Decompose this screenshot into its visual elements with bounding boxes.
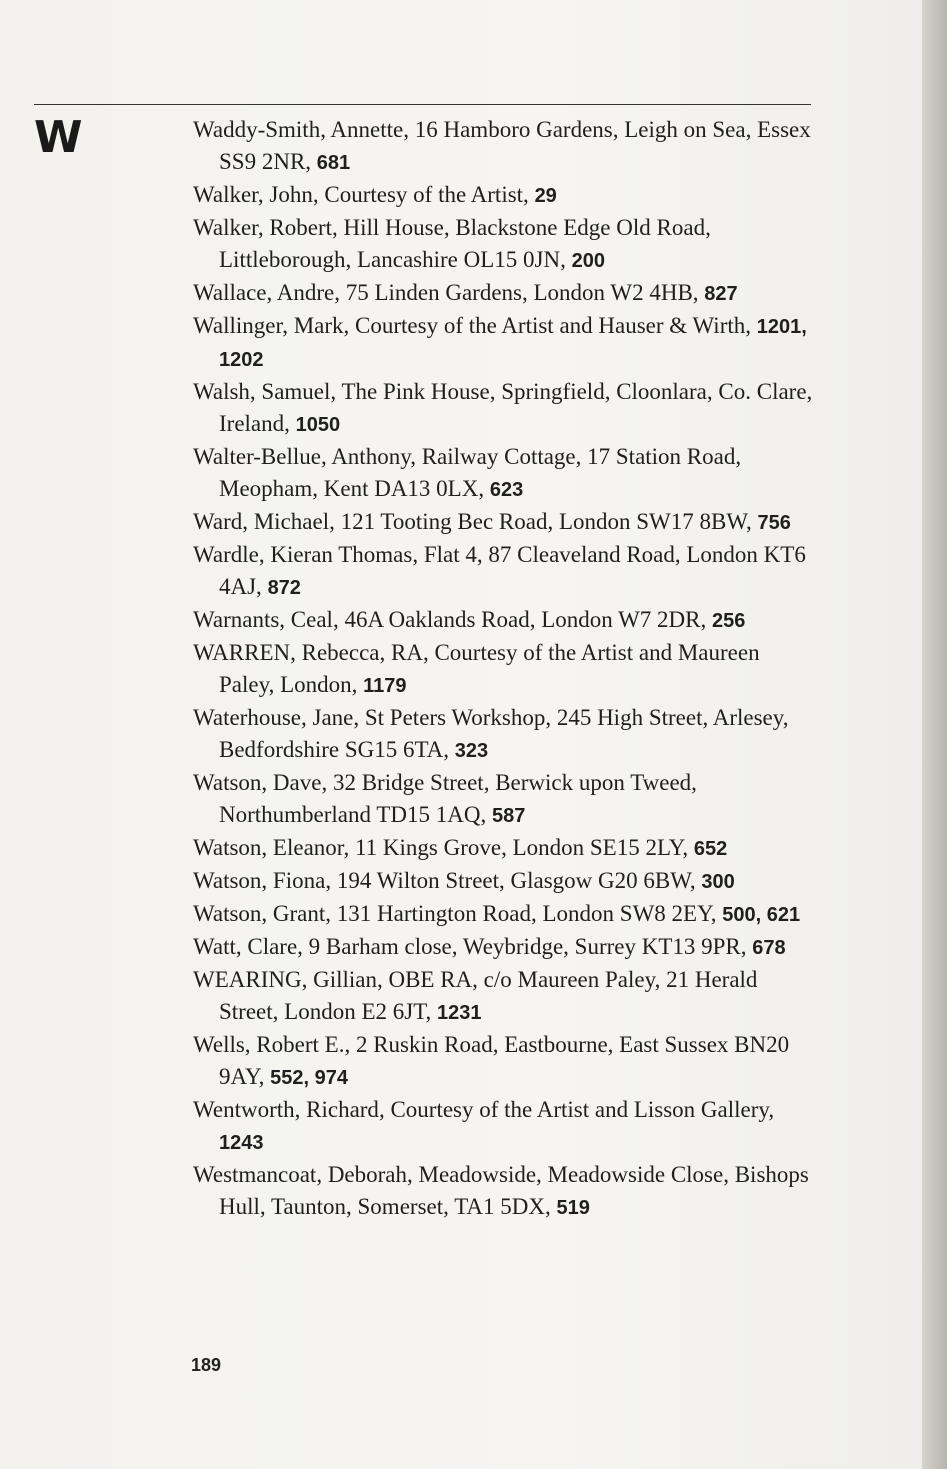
- index-entry: [193, 865, 818, 898]
- entry-details: , 46A Oaklands Road, London W7 2DR,: [332, 607, 712, 632]
- entry-pages: 756: [757, 512, 791, 534]
- entry-pages: 323: [454, 740, 489, 762]
- page-edge: [922, 0, 947, 1469]
- entry-details: , St Peters Workshop, 245 High Street, Arlesey, Bedfordshire SG15 6TA,: [219, 705, 789, 762]
- entry-name: Wallace, Andre: [193, 280, 335, 305]
- entry-name: Ward, Michael: [193, 509, 330, 534]
- entry-details: , Courtesy of the Artist and Lisson Gallery,: [378, 1097, 775, 1122]
- entry-pages: 256: [712, 610, 746, 632]
- entry-name: Watson, Dave: [193, 770, 322, 795]
- entry-pages: 1050: [295, 414, 341, 436]
- entry-pages: 552, 974: [270, 1067, 349, 1089]
- entry-pages: 652: [693, 838, 728, 860]
- entry-details: , 131 Hartington Road, London SW8 2EY,: [325, 901, 723, 926]
- entry-name: Watson, Grant: [193, 901, 326, 926]
- entry-pages: 872: [267, 577, 301, 599]
- entry-pages: 200: [571, 250, 605, 272]
- index-entry: [193, 898, 818, 931]
- index-entry: [193, 376, 818, 441]
- entry-pages: 519: [556, 1197, 590, 1219]
- entry-details: , 32 Bridge Street, Berwick upon Tweed, Northumberland TD15 1AQ,: [219, 770, 697, 827]
- entry-details: , 9 Barham close, Weybridge, Surrey KT13 9PR,: [297, 934, 753, 959]
- index-entry: [193, 310, 818, 376]
- entry-details: , OBE RA, c/o Maureen Paley, 21 Herald Street, London E2 6JT,: [219, 967, 758, 1024]
- index-entry: [193, 604, 818, 637]
- entry-name: Walker, John: [193, 182, 313, 207]
- entry-details: , 11 Kings Grove, London SE15 2LY,: [343, 835, 694, 860]
- entry-pages: 587: [491, 805, 526, 827]
- entry-name: Wardle, Kieran Thomas: [193, 542, 413, 567]
- entry-name: Watson, Fiona: [193, 868, 326, 893]
- entry-details: , 16 Hamboro Gardens, Leigh on Sea, Essex SS9 2NR,: [219, 117, 811, 174]
- entry-pages: 500, 621: [722, 904, 801, 926]
- entry-details: , Courtesy of the Artist and Hauser & Wirth,: [343, 313, 757, 338]
- entry-pages: 29: [534, 185, 557, 207]
- index-entry: [193, 1029, 818, 1094]
- index-entry: [193, 637, 818, 702]
- entry-name: Watson, Eleanor: [193, 835, 344, 860]
- entry-name: Wells, Robert E.: [193, 1032, 345, 1057]
- entry-pages: 1231: [437, 1002, 482, 1024]
- index-entry: [193, 179, 818, 212]
- header-rule: [34, 104, 811, 105]
- entry-details: , Courtesy of the Artist,: [312, 182, 535, 207]
- index-entry: [193, 832, 818, 865]
- entry-details: , RA, Courtesy of the Artist and Maureen Paley, London,: [219, 640, 760, 697]
- index-entries: [193, 114, 818, 1224]
- entry-details: , Railway Cottage, 17 Station Road, Meopham, Kent DA13 0LX,: [219, 444, 742, 501]
- index-entry: [193, 539, 818, 604]
- entry-name: Waddy-Smith, Annette: [193, 117, 404, 142]
- entry-name: Waterhouse, Jane: [193, 705, 354, 730]
- entry-name: WEARING, Gillian: [193, 967, 377, 992]
- entry-name: Watt, Clare: [193, 934, 298, 959]
- entry-pages: 623: [489, 479, 524, 501]
- entry-pages: 678: [752, 937, 786, 959]
- entry-details: , Meadowside, Meadowside Close, Bishops Hull, Taunton, Somerset, TA1 5DX,: [219, 1162, 809, 1219]
- index-entry: [193, 702, 818, 767]
- section-letter: W: [34, 112, 83, 163]
- entry-details: , 2 Ruskin Road, Eastbourne, East Sussex BN20 9AY,: [219, 1032, 790, 1089]
- index-entry: [193, 506, 818, 539]
- entry-details: , The Pink House, Springfield, Cloonlara, Co. Clare, Ireland,: [219, 379, 813, 436]
- entry-pages: 1201, 1202: [219, 316, 807, 371]
- entry-details: , Hill House, Blackstone Edge Old Road, Littleborough, Lancashire OL15 0JN,: [219, 215, 711, 272]
- entry-name: Westmancoat, Deborah: [193, 1162, 408, 1187]
- entry-pages: 300: [701, 871, 735, 893]
- index-entry: [193, 212, 818, 277]
- entry-name: Walter-Bellue, Anthony: [193, 444, 411, 469]
- index-entry: [193, 441, 818, 506]
- page-number: 189: [191, 1355, 222, 1375]
- entry-name: Warnants, Ceal: [193, 607, 333, 632]
- entry-name: Walker, Robert: [193, 215, 333, 240]
- index-entry: [193, 767, 818, 832]
- entry-pages: 1179: [363, 675, 407, 697]
- index-entry: [193, 114, 818, 179]
- entry-details: , 194 Wilton Street, Glasgow G20 6BW,: [325, 868, 702, 893]
- index-entry: [193, 277, 818, 310]
- entry-name: Wentworth, Richard: [193, 1097, 379, 1122]
- index-entry: [193, 1159, 818, 1224]
- entry-details: , 121 Tooting Bec Road, London SW17 8BW,: [329, 509, 758, 534]
- entry-details: , Flat 4, 87 Cleaveland Road, London KT6 4AJ,: [219, 542, 806, 599]
- entry-name: WARREN, Rebecca: [193, 640, 380, 665]
- entry-details: , 75 Linden Gardens, London W2 4HB,: [334, 280, 705, 305]
- entry-name: Walsh, Samuel: [193, 379, 331, 404]
- index-entry: [193, 1094, 818, 1159]
- entry-name: Wallinger, Mark: [193, 313, 344, 338]
- entry-pages: 681: [316, 152, 351, 174]
- index-entry: [193, 931, 818, 964]
- index-entry: [193, 964, 818, 1029]
- entry-pages: 827: [704, 283, 738, 305]
- entry-pages: 1243: [219, 1132, 264, 1154]
